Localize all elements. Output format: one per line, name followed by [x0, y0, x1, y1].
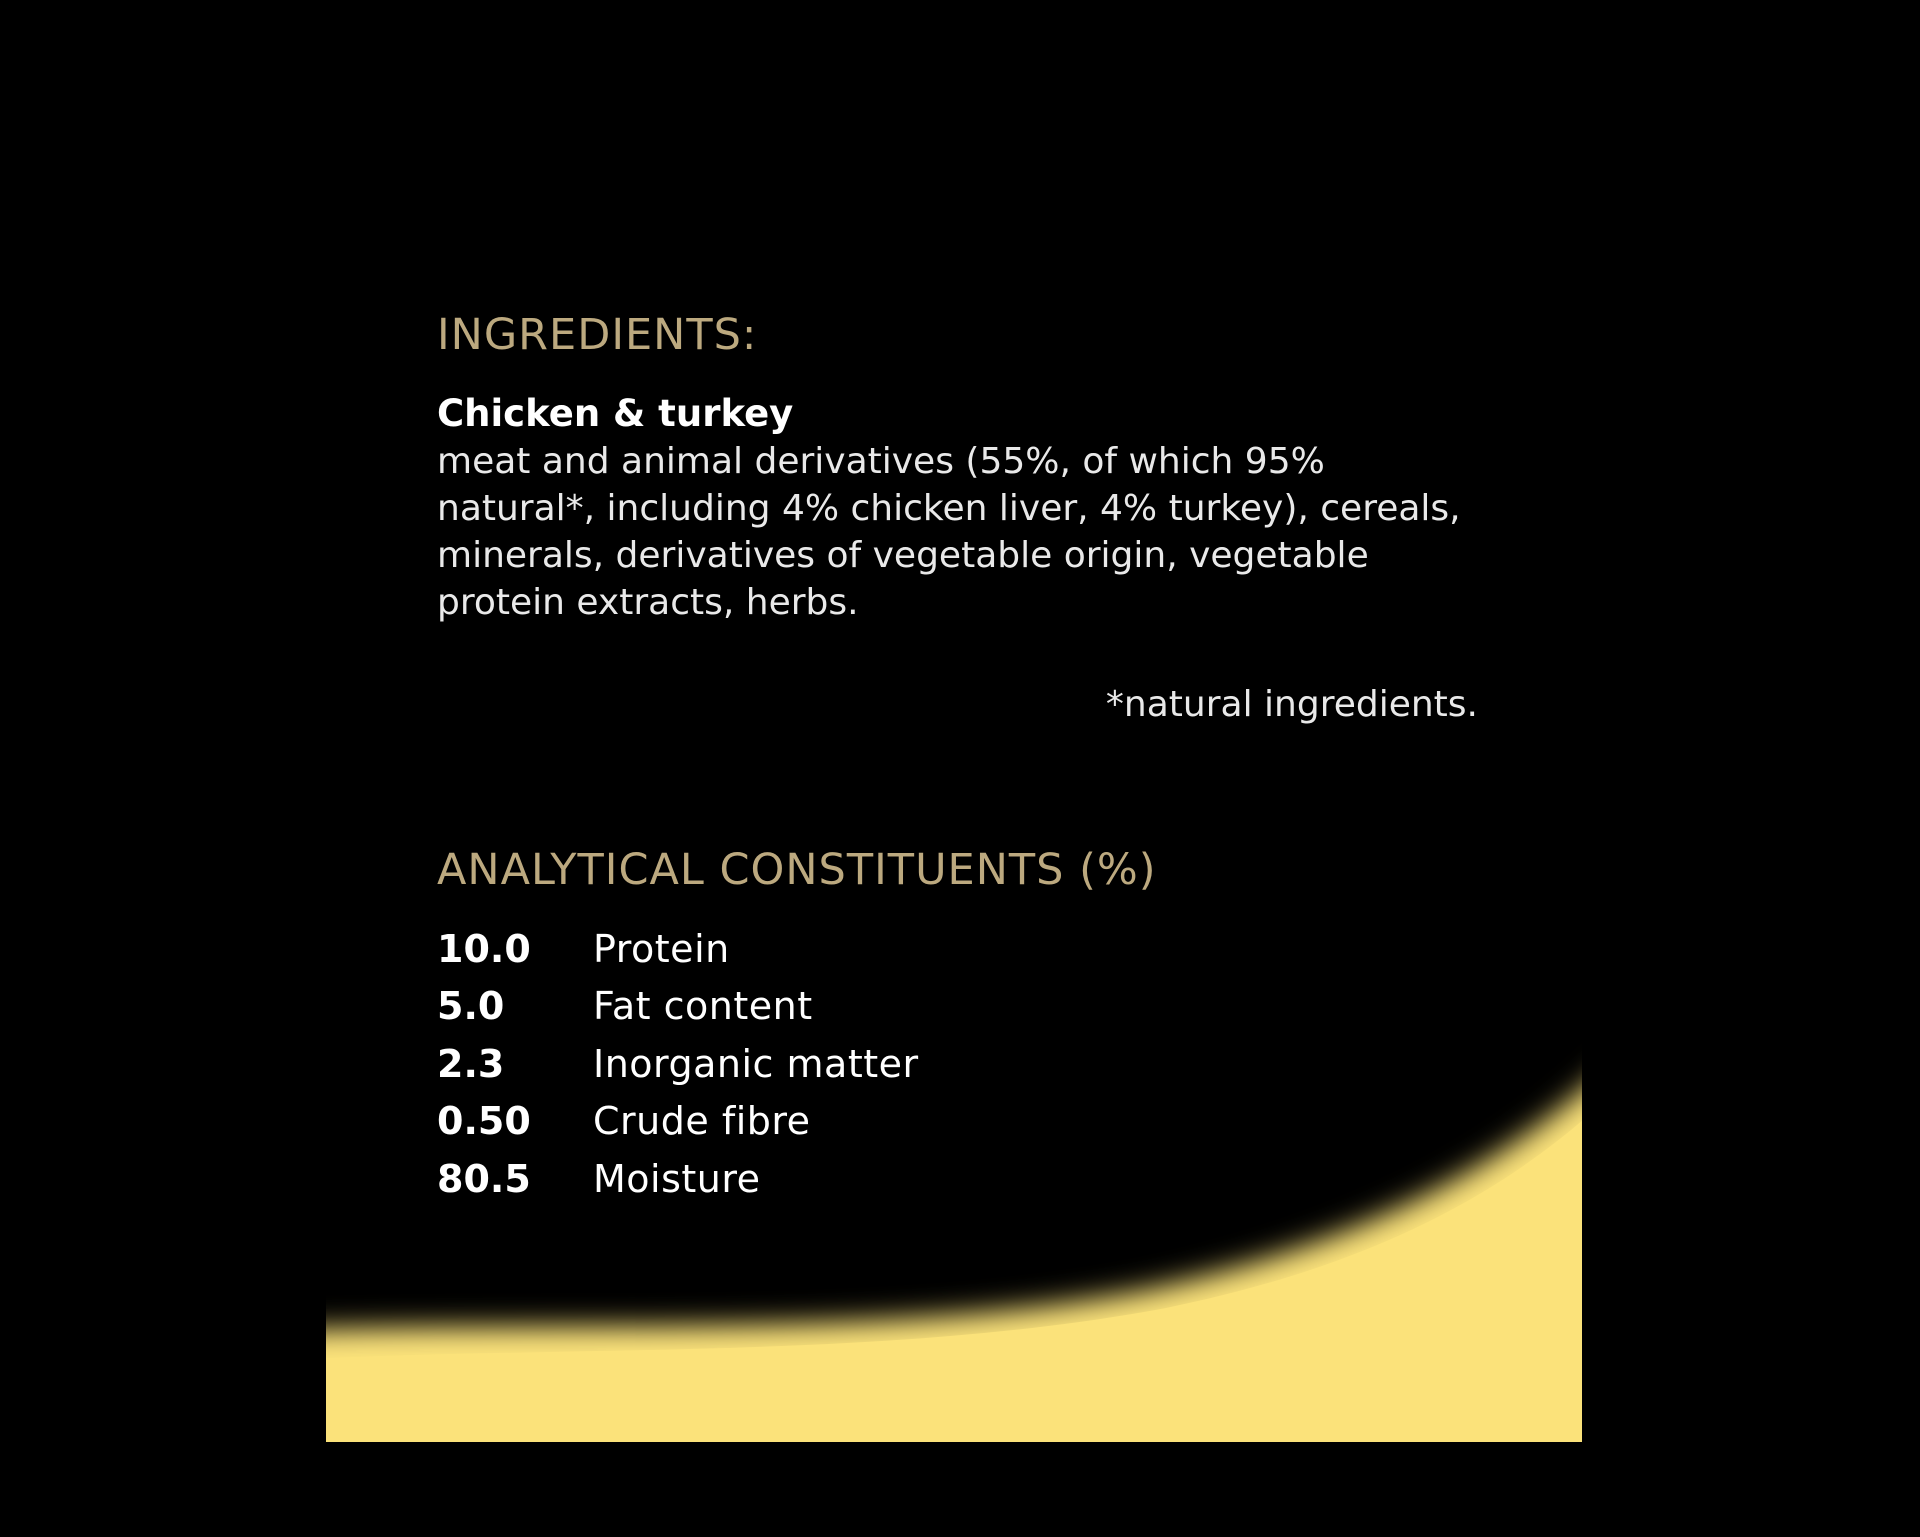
constituent-row — [437, 1035, 919, 1093]
ingredients-list: meat and animal derivatives (55%, of which 95% natural*, including 4% chicken liver, 4% turkey), cereals, minerals, derivatives of vegetable origin, vegetable protein extracts, herbs. — [437, 441, 1461, 623]
constituent-name: Moisture — [593, 1156, 761, 1201]
constituent-row — [437, 920, 919, 978]
constituent-name: Inorganic matter — [593, 1041, 919, 1086]
constituent-row — [437, 1150, 919, 1208]
constituent-value: 5.0 — [437, 984, 505, 1029]
constituent-value: 0.50 — [437, 1099, 531, 1144]
natural-ingredients-footnote: *natural ingredients. — [1105, 684, 1478, 725]
constituent-name: Crude fibre — [593, 1099, 811, 1144]
analytical-constituents-heading: ANALYTICAL CONSTITUENTS (%) — [437, 845, 1157, 895]
constituents-table — [437, 920, 919, 1208]
constituent-name: Protein — [593, 926, 730, 971]
constituent-value: 2.3 — [437, 1041, 505, 1086]
constituent-row — [437, 978, 919, 1036]
product-name: Chicken & turkey — [437, 392, 794, 435]
ingredients-heading: INGREDIENTS: — [437, 310, 758, 360]
constituent-row — [437, 1093, 919, 1151]
constituent-name: Fat content — [593, 984, 813, 1029]
constituent-value: 80.5 — [437, 1156, 531, 1201]
constituent-value: 10.0 — [437, 926, 531, 971]
